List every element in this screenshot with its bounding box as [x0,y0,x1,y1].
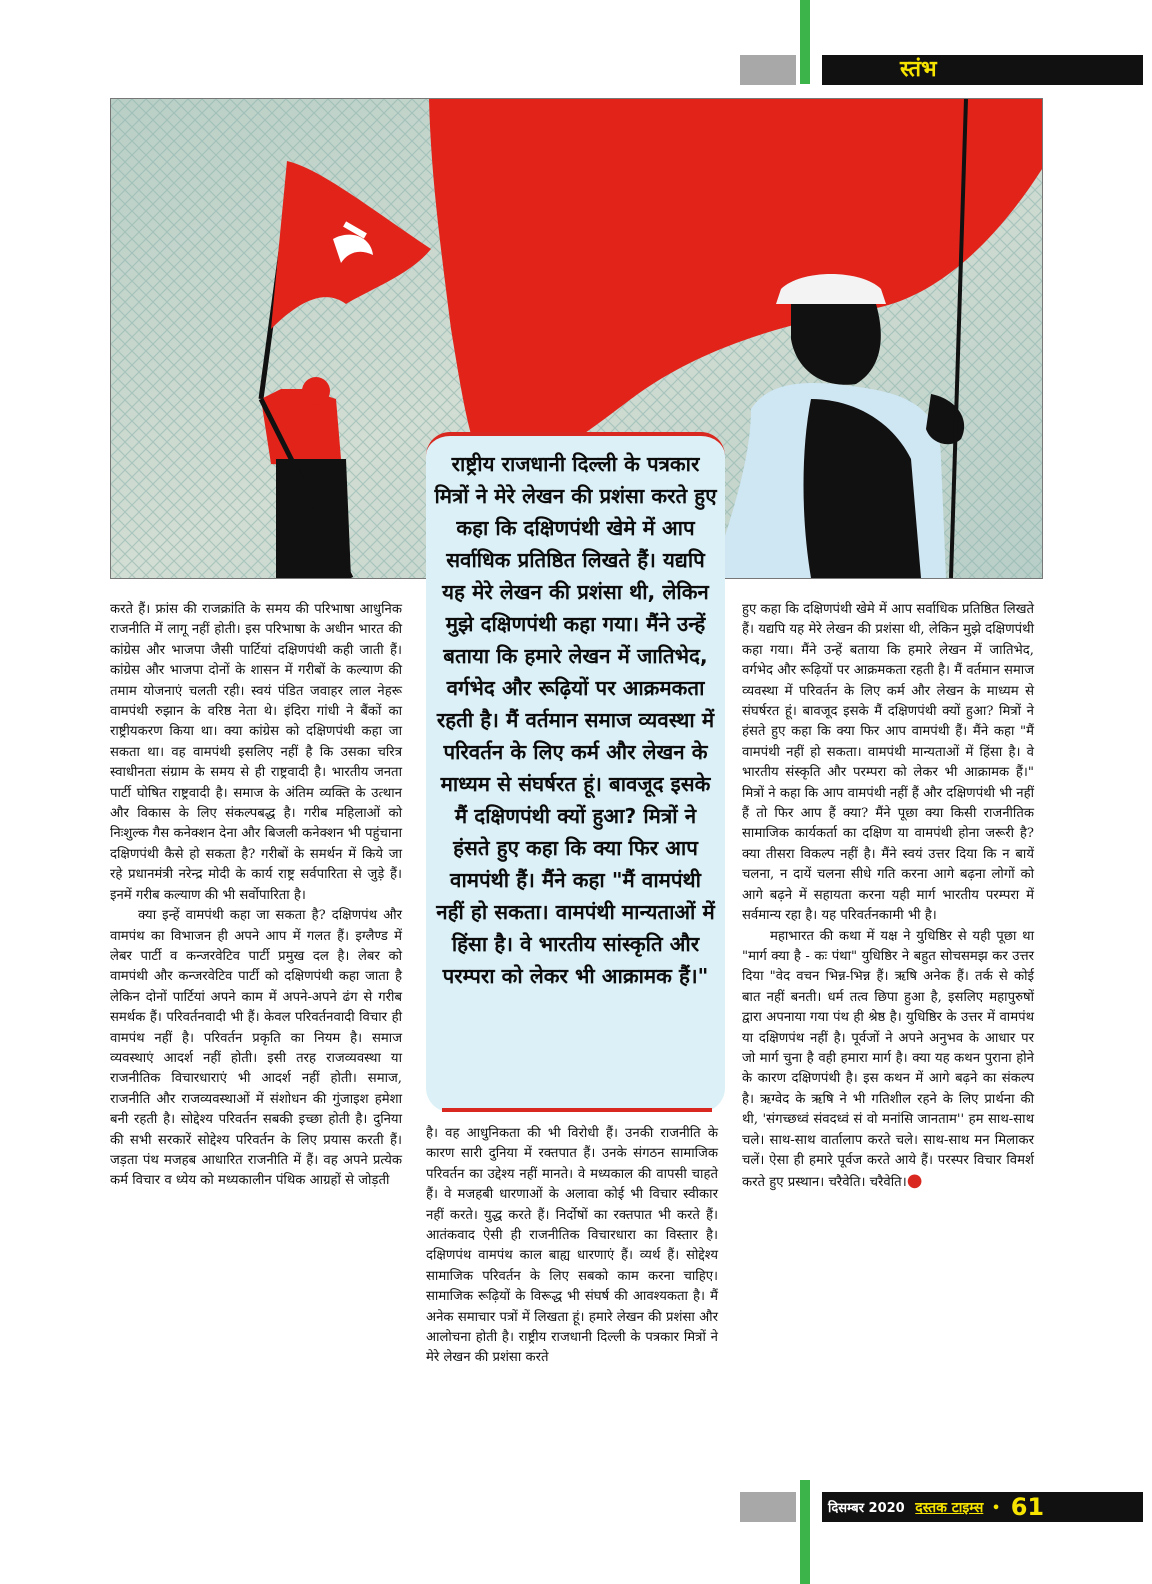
paragraph: हुए कहा कि दक्षिणपंथी खेमे में आप सर्वाधिक प्रतिष्ठित लिखते हैं। यद्यपि यह मेरे लेखन की प्रशंसा थी, लेकिन मुझे दक्षिणपंथी कहा गया। मैंने उन्हें बताया कि हमारे लेखन में जातिभेद, वर्गभेद और रूढ़ियों पर आक्रमकता रहती है। मैं वर्तमान समाज व्यवस्था में परिवर्तन के लिए कर्म और लेखन के माध्यम से संघर्षरत हूं। बावजूद इसके मैं दक्षिणपंथी क्यों हुआ? मित्रों ने हंसते हुए कहा कि क्या फिर आप वामपंथी हैं। मैंने कहा "मैं वामपंथी नहीं हो सकता। वामपंथी मान्यताओं में हिंसा है। वे भारतीय संस्कृति और परम्परा को लेकर भी आक्रामक हैं।" मित्रों ने कहा कि आप वामपंथी नहीं हैं और दक्षिणपंथी भी नहीं हैं तो फिर आप हैं क्या? मैंने पूछा क्या किसी राजनीतिक सामाजिक कार्यकर्ता का दक्षिण या वामपंथी होना जरूरी है? क्या तीसरा विकल्प नहीं है। मैंने स्वयं उत्तर दिया कि न बायें चलना, न दायें चलना सीधे गति करना आगे बढ़ना लोगों को आगे बढ़ने में सहायता करना यही मार्ग भारतीय परम्परा में सर्वमान्य रहा है। यह परिवर्तनकामी भी है। [742,602,1034,924]
paragraph [742,927,1034,1194]
end-mark-icon: ● [906,1170,923,1192]
footer-green-bar [800,1480,810,1584]
footer-separator: • [991,1501,1001,1516]
paragraph: है। वह आधुनिकता की भी विरोधी हैं। उनकी राजनीति के कारण सारी दुनिया में रक्तपात हैं। उनके संगठन सामाजिक परिवर्तन का उद्देश्य नहीं मानते। वे मध्यकाल की वापसी चाहते हैं। वे मजहबी धारणाओं के अलावा कोई भी विचार स्वीकार नहीं करते। युद्ध करते हैं। निर्दोषों का रक्तपात भी करते हैं। आतंकवाद ऐसी ही राजनीतिक विचारधारा का विस्तार है। दक्षिणपंथ वामपंथ काल बाह्य धारणाएं हैं। व्यर्थ हैं। सोद्देश्य सामाजिक परिवर्तन के लिए सबको काम करना चाहिए। सामाजिक रूढ़ियों के विरूद्ध भी संघर्ष की आवश्यकता है। मैं अनेक समाचार पत्रों में लिखता हूं। हमारे लेखन की प्रशंसा और आलोचना होती है। राष्ट्रीय राजधानी दिल्ली के पत्रकार मित्रों ने मेरे लेखन की प्रशंसा करते [426,1126,718,1366]
header-green-bar [800,0,810,84]
article-column-2 [426,1124,718,1369]
paragraph: करते हैं। फ्रांस की राजक्रांति के समय की परिभाषा आधुनिक राजनीति में लागू नहीं होती। इस परिभाषा के अधीन भारत की कांग्रेस और भाजपा जैसी पार्टियां दक्षिणपंथी कही जाती हैं। कांग्रेस और भाजपा दोनों के शासन में गरीबों के कल्याण की तमाम योजनाएं चलती रही। स्वयं पंडित जवाहर लाल नेहरू वामपंथी रुझान के वरिष्ठ नेता थे। इंदिरा गांधी ने बैंकों का राष्ट्रीयकरण किया था। क्या कांग्रेस को दक्षिणपंथी कहा जा सकता था। वह वामपंथी इसलिए नहीं है कि उसका चरित्र स्वाधीनता संग्राम के समय से ही राष्ट्रवादी है। भारतीय जनता पार्टी घोषित राष्ट्रवादी है। समाज के अंतिम व्यक्ति के उत्थान और विकास के लिए संकल्पबद्ध है। गरीब महिलाओं को निःशुल्क गैस कनेक्शन देना और बिजली कनेक्शन भी पहुंचाना दक्षिणपंथी कैसे हो सकता है? गरीबों के समर्थन में किये जा रहे प्रधानमंत्री नरेन्द्र मोदी के कार्य राष्ट्र सर्वपारिता से जुड़े हैं। इनमें गरीब कल्याण की भी सर्वोपारिता है। [110,602,402,903]
paragraph: क्या इन्हें वामपंथी कहा जा सकता है? दक्षिणपंथ और वामपंथ का विभाजन ही अपने आप में गलत हैं। इग्लैण्ड में लेबर पार्टी व कन्जरवेटिव पार्टी प्रमुख दल है। लेबर को वामपंथी और कन्जरवेटिव पार्टी को दक्षिणपंथी कहा जाता है लेकिन दोनों पार्टियां अपने काम में अपने-अपने ढंग से गरीब समर्थक हैं। परिवर्तनवादी भी हैं। केवल परिवर्तनवादी विचार ही वामपंथ नहीं है। परिवर्तन प्रकृति का नियम है। समाज व्यवस्थाएं आदर्श नहीं होती। इसी तरह राजव्यवस्था या राजनीतिक विचारधाराएं भी आदर्श नहीं होती। समाज, राजनीति और राजव्यवस्थाओं में संशोधन की गुंजाइश हमेशा बनी रहती है। सोद्देश्य परिवर्तन सबकी इच्छा होती है। दुनिया की सभी सरकारें सोद्देश्य परिवर्तन के लिए प्रयास करती हैं। जड़ता पंथ मजहब आधारित राजनीति में हैं। वह अपने प्रत्येक कर्म विचार व ध्येय को मध्यकालीन पंथिक आग्रहों से जोड़ती [110,908,402,1189]
article-column-1 [110,600,402,1192]
article-column-3 [742,600,1034,1194]
header-gray-block [740,55,796,85]
footer-bar [822,1492,1143,1522]
magazine-name: दस्तक टाइम्स [915,1500,984,1516]
paragraph-text: महाभारत की कथा में यक्ष ने युधिष्ठिर से यही पूछा था "मार्ग क्या है - कः पंथा" युधिष्ठिर ने बहुत सोचसमझ कर उत्तर दिया "वेद वचन भिन्न-भिन्न हैं। ऋषि अनेक हैं। तर्क से कोई बात नहीं बनती। धर्म तत्व छिपा हुआ है, इसलिए महापुरुषों द्वारा अपनाया गया पंथ ही श्रेष्ठ है। युधिष्ठिर के उत्तर में वामपंथ या दक्षिणपंथ नहीं है। पूर्वजों ने अपने अनुभव के आधार पर जो मार्ग चुना है वही हमारा मार्ग है। क्या यह कथन पुराना होने के कारण दक्षिणपंथी है। इस कथन में आगे बढ़ने का संकल्प है। ऋग्वेद के ऋषि ने भी गतिशील रहने के लिए प्रार्थना की थी, 'संगच्छध्वं संवदध्वं सं वो मनांसि जानताम'' हम साथ-साथ चले। साथ-साथ वार्तालाप करते चले। साथ-साथ मन मिलाकर चलें। ऐसा ही हमारे पूर्वज करते आये हैं। परस्पर विचार विमर्श करते हुए प्रस्थान। चरैवेति। चरैवेति। [742,928,1034,1191]
pull-quote-text: राष्ट्रीय राजधानी दिल्ली के पत्रकार मित्रों ने मेरे लेखन की प्रशंसा करते हुए कहा कि दक्षिणपंथी खेमे में आप सर्वाधिक प्रतिष्ठित लिखते हैं। यद्यपि यह मेरे लेखन की प्रशंसा थी, लेकिन मुझे दक्षिणपंथी कहा गया। मैंने उन्हें बताया कि हमारे लेखन में जातिभेद, वर्गभेद और रूढ़ियों पर आक्रमकता रहती है। मैं वर्तमान समाज व्यवस्था में परिवर्तन के लिए कर्म और लेखन के माध्यम से संघर्षरत हूं। बावजूद इसके मैं दक्षिणपंथी क्यों हुआ? मित्रों ने हंसते हुए कहा कि क्या फिर आप वामपंथी हैं। मैंने कहा "मैं वामपंथी नहीं हो सकता। वामपंथी मान्यताओं में हिंसा है। वे भारतीय सांस्कृति और परम्परा को लेकर भी आक्रामक हैं।" [434,452,717,988]
pull-quote-box [426,432,725,1112]
page-number: 61 [1010,1493,1045,1521]
footer-gray-block [740,1492,796,1522]
pull-quote-rule [442,1108,712,1112]
footer-date: दिसम्बर 2020 [828,1501,905,1516]
section-label: स्तंभ [822,55,1143,85]
